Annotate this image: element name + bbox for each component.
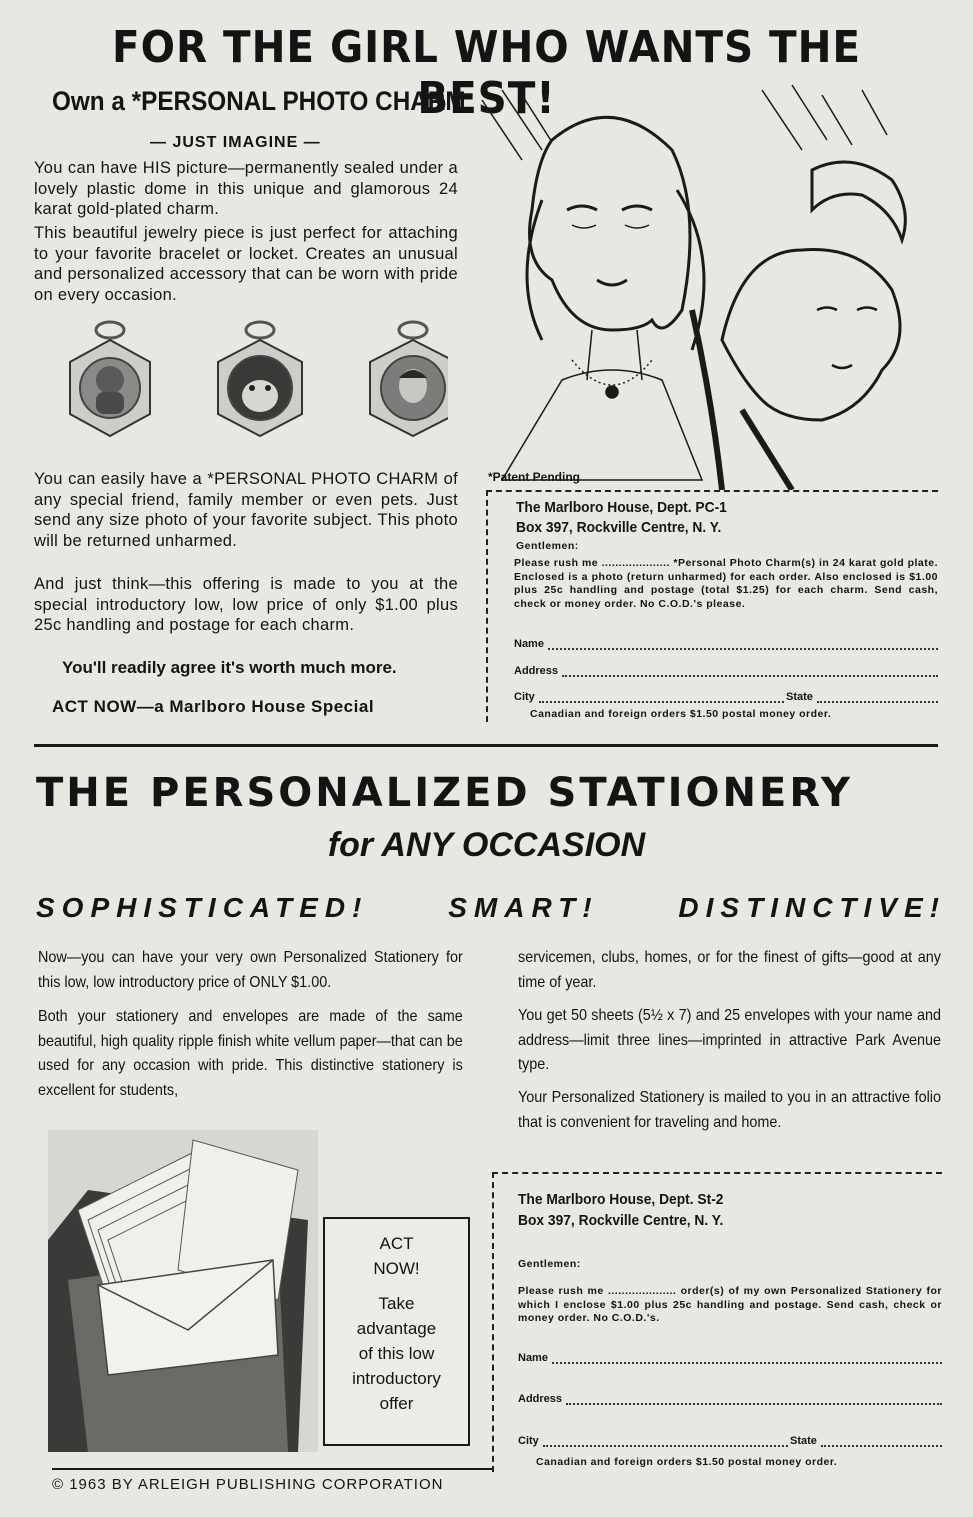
photo-charms-illustration xyxy=(28,318,448,460)
stationery-order-coupon[interactable] xyxy=(492,1172,942,1472)
charm-subheadline: Own a *PERSONAL PHOTO CHARM xyxy=(52,86,466,116)
act-box-line-6: introductory xyxy=(352,1369,441,1388)
act-now-offer-box xyxy=(323,1217,470,1446)
coupon2-salutation: Gentlemen: xyxy=(518,1258,581,1270)
coupon2-city-field[interactable]: City xyxy=(518,1435,788,1447)
stationery-tagline xyxy=(36,892,946,924)
coupon2-name-field[interactable]: Name xyxy=(518,1352,942,1364)
coupon-body: Please rush me .................... *Personal Photo Charm(s) in 24 karat gold plate. Enclosed is a photo (return unharmed) for each order. Also enclosed is $1.00 plus 25c handling and postage (total $1.25) for each charm. Send cash, check or money order. No C.O.D.'s please. xyxy=(514,557,938,610)
tagline-distinctive: DISTINCTIVE! xyxy=(678,892,946,923)
charm-paragraph-4: And just think—this offering is made to you at the special introductory low, low price of only $1.00 plus 25c handling and postage for each charm. xyxy=(34,575,458,634)
couple-illustration xyxy=(462,80,942,490)
coupon-city-field[interactable]: City xyxy=(514,691,784,703)
tagline-smart: SMART! xyxy=(448,892,599,923)
patent-pending-note: *Patent Pending xyxy=(488,470,581,484)
coupon-footer: Canadian and foreign orders $1.50 postal money order. xyxy=(530,708,832,720)
just-imagine-heading: — JUST IMAGINE — xyxy=(150,134,321,151)
stationery-left-paragraph-2: Both your stationery and envelopes are made of the same beautiful, high quality ripple finish white vellum paper—that can be used for any occasion with pride. This distinctive stationery is excellent for students, xyxy=(38,1008,463,1099)
coupon-name-field[interactable]: Name xyxy=(514,638,938,650)
stationery-subtitle: for ANY OCCASION xyxy=(327,826,646,864)
stationery-title: THE PERSONALIZED STATIONERY xyxy=(36,770,853,816)
stationery-right-paragraph-3: Your Personalized Stationery is mailed to you in an attractive folio that is convenient for traveling and home. xyxy=(518,1089,941,1131)
act-box-line-2: NOW! xyxy=(373,1259,420,1278)
stationery-right-paragraph-2: You get 50 sheets (5½ x 7) and 25 envelopes with your name and address—limit three lines—imprinted in attractive Park Avenue type. xyxy=(518,1007,941,1073)
charm-2-image xyxy=(218,322,302,436)
coupon-salutation: Gentlemen: xyxy=(516,540,579,552)
coupon-address-line-1: The Marlboro House, Dept. PC-1 xyxy=(516,499,727,516)
section-divider xyxy=(34,744,938,747)
act-box-line-5: of this low xyxy=(358,1344,435,1363)
coupon2-address-line-1: The Marlboro House, Dept. St-2 xyxy=(518,1191,724,1208)
bottom-divider xyxy=(52,1468,492,1470)
charm-paragraph-2: This beautiful jewelry piece is just perfect for attaching to your favorite bracelet or locket. Creates an unusual and personalized accessory that can be worn with pride on every occasion. xyxy=(34,224,458,304)
worth-more-line: You'll readily agree it's worth much more. xyxy=(62,658,397,677)
act-box-line-3: Take xyxy=(378,1294,415,1313)
tagline-sophisticated: SOPHISTICATED! xyxy=(36,892,369,923)
coupon2-footer: Canadian and foreign orders $1.50 postal money order. xyxy=(536,1456,838,1468)
charm-1-image xyxy=(70,322,150,436)
copyright-notice: © 1963 BY ARLEIGH PUBLISHING CORPORATION xyxy=(52,1476,444,1493)
charm-paragraph-1: You can have HIS picture—permanently sealed under a lovely plastic dome in this unique and glamorous 24 karat gold-plated charm. xyxy=(34,159,458,218)
coupon2-address-field[interactable]: Address xyxy=(518,1393,942,1405)
stationery-photo xyxy=(48,1130,318,1452)
coupon2-address-line-2: Box 397, Rockville Centre, N. Y. xyxy=(518,1212,724,1229)
coupon-address-line-2: Box 397, Rockville Centre, N. Y. xyxy=(516,519,722,536)
charm-3-image xyxy=(370,322,448,436)
act-box-line-4: advantage xyxy=(356,1319,437,1338)
coupon-state-field[interactable]: State xyxy=(786,691,938,703)
coupon-address-field[interactable]: Address xyxy=(514,665,938,677)
act-box-line-1: ACT xyxy=(379,1234,414,1253)
stationery-left-paragraph-1: Now—you can have your very own Personalized Stationery for this low, low introductory price of ONLY $1.00. xyxy=(38,949,463,991)
stationery-right-paragraph-1: servicemen, clubs, homes, or for the finest of gifts—good at any time of year. xyxy=(518,949,941,991)
coupon2-state-field[interactable]: State xyxy=(790,1435,942,1447)
charm-order-coupon[interactable] xyxy=(486,490,938,722)
ad-headline: FOR THE GIRL WHO WANTS THE BEST! xyxy=(112,22,861,124)
act-box-line-7: offer xyxy=(379,1394,414,1413)
act-now-line: ACT NOW—a Marlboro House Special xyxy=(52,697,375,716)
charm-paragraph-3: You can easily have a *PERSONAL PHOTO CHARM of any special friend, family member or even pets. Just send any size photo of your favorite subject. This photo will be returned unharmed. xyxy=(34,470,458,550)
coupon2-body: Please rush me .................... order(s) of my own Personalized Stationery for which I enclose $1.00 plus 25c handling and postage. Send cash, check or money order. No C.O.D.'s. xyxy=(518,1285,942,1324)
